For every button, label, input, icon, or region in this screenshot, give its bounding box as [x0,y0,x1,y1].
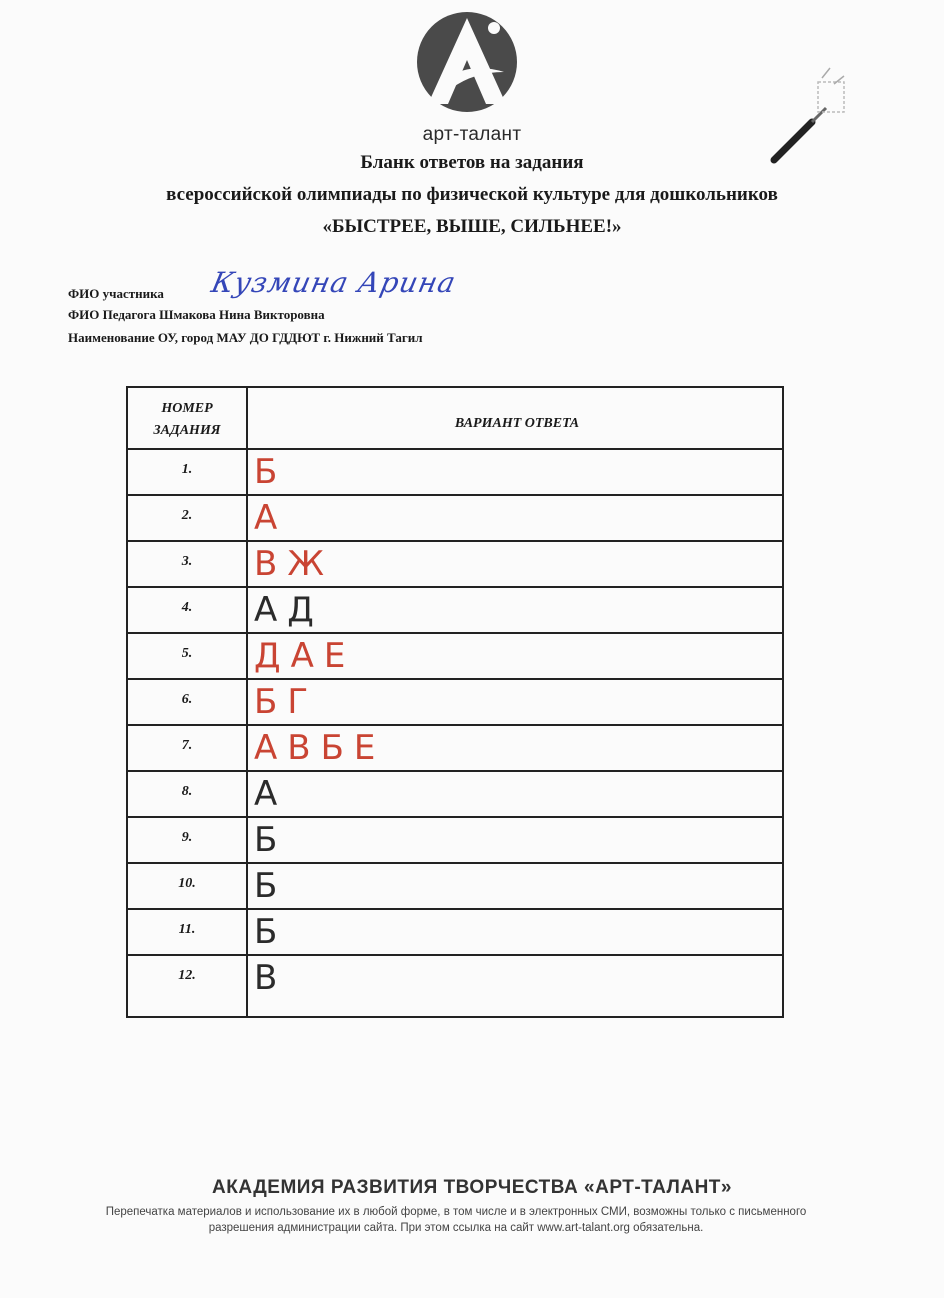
column-header-number: НОМЕР ЗАДАНИЯ [153,401,221,438]
participant-name-handwritten: Кузмина Арина [208,266,460,299]
handwritten-answer: Б [254,866,288,906]
handwritten-answer: А [254,774,288,814]
handwritten-answer: ДАЕ [254,636,356,676]
task-number: 9. [181,830,193,845]
handwritten-answer: ВЖ [254,544,334,584]
table-row [128,678,782,725]
task-number: 8. [181,784,193,799]
task-number: 10. [178,876,196,891]
task-number: 12. [178,968,196,983]
handwritten-answer: В [254,958,288,998]
table-row [128,632,782,679]
table-row [128,724,782,771]
teacher-value: Шмакова Нина Викторовна [159,307,325,322]
organization-field [68,330,423,346]
table-row [128,816,782,863]
participant-field [68,286,164,302]
task-number: 6. [181,692,193,707]
organization-value: МАУ ДО ГДДЮТ г. Нижний Тагил [216,330,423,345]
handwritten-answer: Б [254,452,288,492]
task-number: 4. [181,600,193,615]
olympiad-title: всероссийской олимпиады по физической культуре для дошкольников [166,184,778,205]
footer-academy-title: АКАДЕМИЯ РАЗВИТИЯ ТВОРЧЕСТВА «АРТ-ТАЛАНТ» [212,1177,732,1198]
handwritten-answer: БГ [254,682,319,722]
footer-copyright-note: Перепечатка материалов и использование их в любой форме, в том числе и в электронных СМИ, возможны только с письменного разрешения администрации сайта. При этом ссылка на сайт www.art-talant.org обязательна. [105,1206,807,1234]
organization-label: Наименование ОУ, город [68,330,214,345]
task-number: 7. [181,738,193,753]
handwritten-answer: АВБЕ [254,728,386,768]
table-row [128,862,782,909]
task-number: 5. [181,646,193,661]
handwritten-answer: А [254,498,288,538]
teacher-label: ФИО Педагога [68,307,156,322]
task-number: 2. [181,508,193,523]
handwritten-answer: АД [254,590,324,630]
form-title: Бланк ответов на задания [360,152,584,173]
answer-table [126,386,784,1018]
task-number: 11. [178,922,196,937]
table-row [128,448,782,495]
art-talant-logo-icon [412,8,522,120]
table-row [128,770,782,817]
teacher-field [68,307,325,323]
table-row [128,540,782,587]
column-header-answer: ВАРИАНТ ОТВЕТА [454,416,580,431]
task-number: 1. [181,462,193,477]
table-row [128,494,782,541]
pen-sketch-icon [760,64,860,164]
table-row [128,586,782,633]
brand-name: арт-талант [422,124,522,145]
handwritten-answer: Б [254,820,288,860]
olympiad-motto: «БЫСТРЕЕ, ВЫШЕ, СИЛЬНЕЕ!» [322,216,622,237]
table-row [128,908,782,955]
participant-label: ФИО участника [68,286,164,301]
table-row [128,954,782,1001]
handwritten-answer: Б [254,912,288,952]
task-number: 3. [181,554,193,569]
